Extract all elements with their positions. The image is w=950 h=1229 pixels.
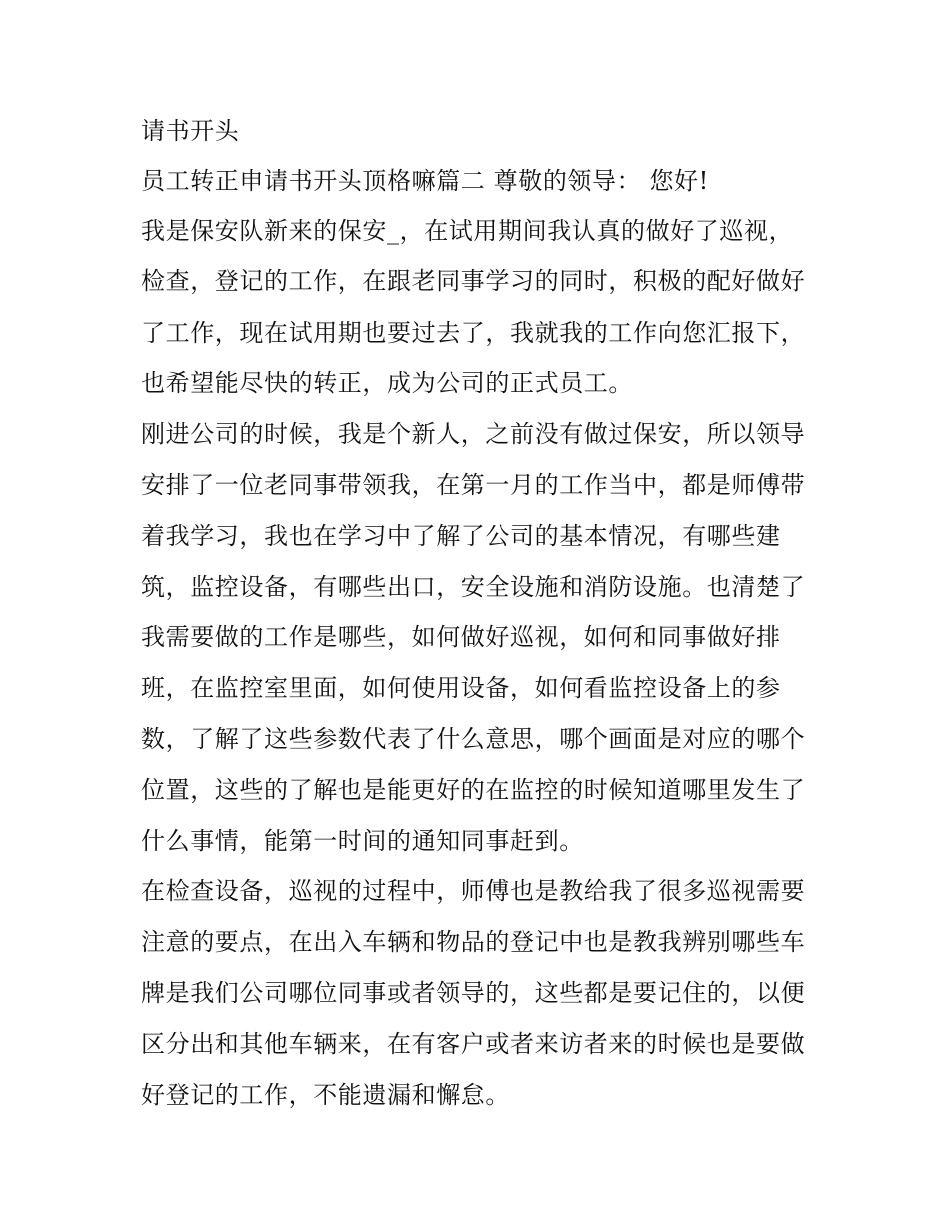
body-line: 好登记的工作，不能遗漏和懈怠。 bbox=[141, 1081, 510, 1109]
body-line: 什么事情，能第一时间的通知同事赶到。 bbox=[141, 827, 584, 855]
body-line: 数，了解了这些参数代表了什么意思，哪个画面是对应的哪个 bbox=[141, 725, 806, 753]
body-line: 我是保安队新来的保安_，在试用期间我认真的做好了巡视， bbox=[141, 217, 794, 245]
body-line: 了工作，现在试用期也要过去了，我就我的工作向您汇报下， bbox=[141, 319, 806, 347]
body-line: 区分出和其他车辆来，在有客户或者来访者来的时候也是要做 bbox=[141, 1030, 806, 1058]
body-line: 筑，监控设备，有哪些出口，安全设施和消防设施。也清楚了 bbox=[141, 573, 806, 601]
body-line: 安排了一位老同事带领我，在第一月的工作当中，都是师傅带 bbox=[141, 471, 806, 499]
body-line: 牌是我们公司哪位同事或者领导的，这些都是要记住的，以便 bbox=[141, 979, 806, 1007]
body-line: 着我学习，我也在学习中了解了公司的基本情况，有哪些建 bbox=[141, 522, 781, 550]
body-line: 刚进公司的时候，我是个新人，之前没有做过保安，所以领导 bbox=[141, 420, 806, 448]
heading-fragment: 请书开头 bbox=[141, 117, 240, 145]
body-line: 也希望能尽快的转正，成为公司的正式员工。 bbox=[141, 369, 633, 397]
body-line: 位置，这些的了解也是能更好的在监控的时候知道哪里发生了 bbox=[141, 776, 806, 804]
subtitle-line: 员工转正申请书开头顶格嘛篇二 尊敬的领导： 您好! bbox=[141, 167, 709, 195]
body-line: 班，在监控室里面，如何使用设备，如何看监控设备上的参 bbox=[141, 674, 781, 702]
body-line: 检查，登记的工作，在跟老同事学习的同时，积极的配好做好 bbox=[141, 267, 806, 295]
body-line: 在检查设备，巡视的过程中，师傅也是教给我了很多巡视需要 bbox=[141, 877, 806, 905]
body-line: 注意的要点，在出入车辆和物品的登记中也是教我辨别哪些车 bbox=[141, 928, 806, 956]
body-line: 我需要做的工作是哪些，如何做好巡视，如何和同事做好排 bbox=[141, 623, 781, 651]
